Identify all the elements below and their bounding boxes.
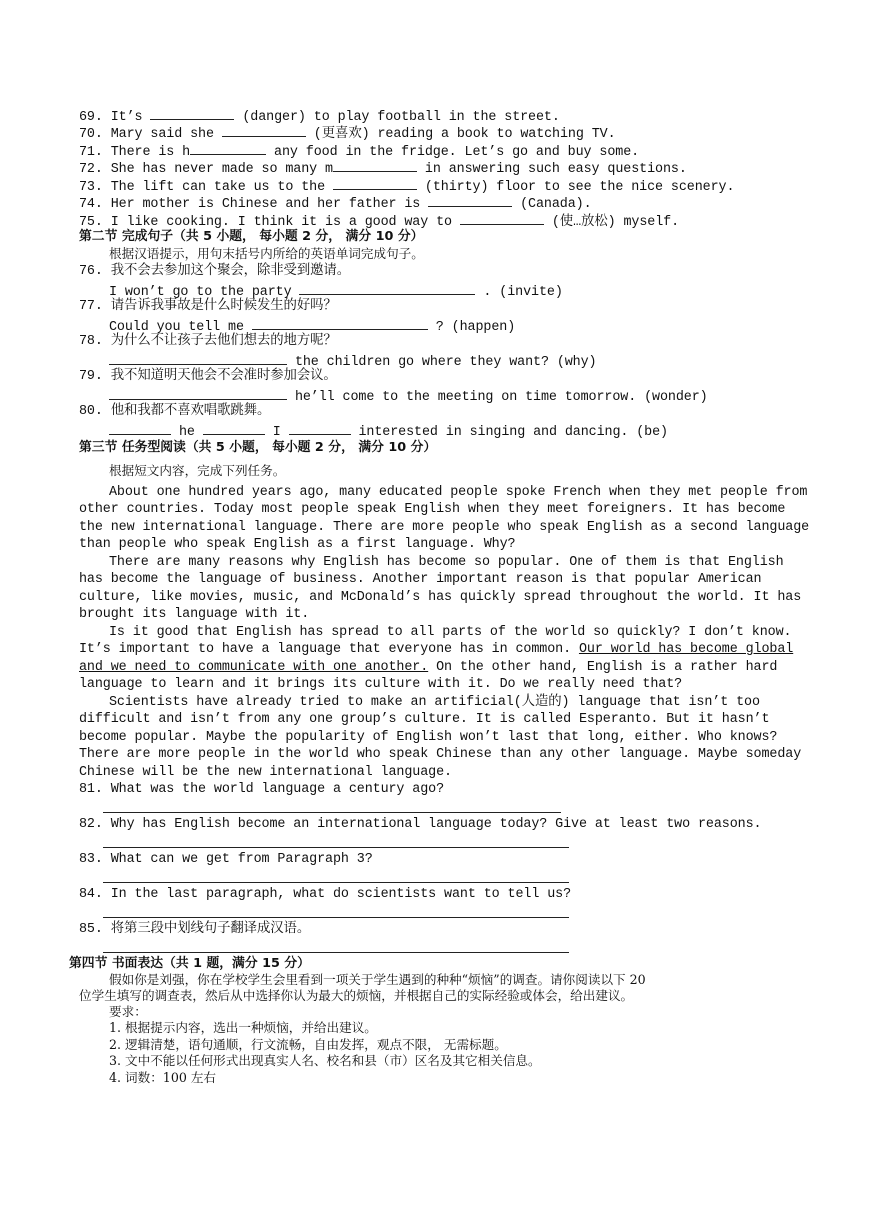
passage-line: brought its language with it.	[79, 607, 310, 622]
passage-line: become popular. Maybe the popularity of English won’t last that long, either. Who knows?	[79, 730, 778, 745]
passage-line: It’s important to have a language that everyone has in common. Our world has become global	[79, 642, 794, 657]
section-4-title: 第四节 书面表达（共 1 题，满分 15 分）	[69, 956, 310, 971]
question-74: 74. Her mother is Chinese and her father is (Canada).	[79, 193, 592, 213]
answer-blank[interactable]	[460, 211, 544, 225]
question-76-answer: I won’t go to the party . (invite)	[109, 281, 563, 301]
answer-blank[interactable]	[203, 421, 265, 435]
underlined-sentence: Our world has become global	[578, 642, 794, 657]
question-76-prompt: 76. 我不会去参加这个聚会，除非受到邀请。	[79, 264, 350, 279]
answer-blank[interactable]	[333, 158, 417, 172]
question-83: 83. What can we get from Paragraph 3?	[79, 852, 373, 867]
answer-line[interactable]	[103, 847, 569, 848]
passage-line: has become the language of business. Another important reason is that popular American	[79, 572, 762, 587]
requirement-item: 1. 根据提示内容，选出一种烦恼，并给出建议。	[109, 1020, 377, 1035]
answer-line[interactable]	[103, 882, 569, 883]
question-79-answer: he’ll come to the meeting on time tomorrow. (wonder)	[109, 386, 708, 406]
writing-intro: 位学生填写的调查表，然后从中选择你认为最大的烦恼，并根据自己的实际经验或体会，给出建议。	[79, 988, 634, 1003]
passage-line: difficult and isn’t from any one group’s culture. It is called Esperanto. But it hasn’t	[79, 712, 770, 727]
answer-blank[interactable]	[190, 141, 266, 155]
question-69: 69. It’s (danger) to play football in the street.	[79, 106, 560, 126]
passage-line: and we need to communicate with one another. On the other hand, English is a rather hard	[79, 660, 778, 675]
answer-line[interactable]	[103, 812, 561, 813]
question-80-prompt: 80. 他和我都不喜欢唱歌跳舞。	[79, 404, 271, 419]
section-2-title: 第二节 完成句子（共 5 小题， 每小题 2 分， 满分 10 分）	[79, 229, 424, 244]
question-84: 84. In the last paragraph, what do scientists want to tell us?	[79, 887, 572, 902]
answer-blank[interactable]	[150, 106, 234, 120]
passage-line: Is it good that English has spread to all parts of the world so quickly? I don’t know.	[109, 625, 792, 640]
answer-line[interactable]	[103, 917, 569, 918]
question-75: 75. I like cooking. I think it is a good way to (使…放松) myself.	[79, 211, 679, 231]
passage-line: than people who speak English as a first language. Why?	[79, 537, 516, 552]
question-81: 81. What was the world language a century ago?	[79, 782, 445, 797]
answer-blank[interactable]	[252, 316, 428, 330]
passage-line: About one hundred years ago, many educated people spoke French when they met people from	[109, 485, 808, 500]
question-77-prompt: 77. 请告诉我事故是什么时候发生的好吗？	[79, 299, 337, 314]
question-78-answer: the children go where they want? (why)	[109, 351, 597, 371]
question-73: 73. The lift can take us to the (thirty) floor to see the nice scenery.	[79, 176, 734, 196]
passage-line: the new international language. There are more people who speak English as a second language	[79, 520, 810, 535]
question-70: 70. Mary said she (更喜欢) reading a book to watching TV.	[79, 123, 616, 143]
question-71: 71. There is h any food in the fridge. Let’s go and buy some.	[79, 141, 639, 161]
answer-blank[interactable]	[222, 123, 306, 137]
passage-line: Scientists have already tried to make an artificial(人造的) language that isn’t too	[109, 695, 760, 710]
passage-line: culture, like movies, music, and McDonald’s has quickly spread throughout the world. It has	[79, 590, 802, 605]
question-72: 72. She has never made so many m in answering such easy questions.	[79, 158, 687, 178]
question-77-answer: Could you tell me ? (happen)	[109, 316, 515, 336]
question-78-prompt: 78. 为什么不让孩子去他们想去的地方呢？	[79, 334, 337, 349]
requirement-item: 2. 逻辑清楚，语句通顺，行文流畅，自由发挥，观点不限， 无需标题。	[109, 1037, 507, 1052]
section-3-instruction: 根据短文内容，完成下列任务。	[109, 463, 286, 478]
writing-intro: 假如你是刘强，你在学校学生会里看到一项关于学生遇到的种种“烦恼”的调查。请你阅读以下 20	[109, 972, 646, 987]
section-3-title: 第三节 任务型阅读（共 5 小题， 每小题 2 分， 满分 10 分）	[79, 440, 437, 455]
answer-blank[interactable]	[109, 386, 287, 400]
passage-line: language to learn and it brings its culture with it. Do we really need that?	[79, 677, 683, 692]
answer-blank[interactable]	[333, 176, 417, 190]
question-80-answer: he I interested in singing and dancing. (be)	[109, 421, 668, 441]
passage-line: There are more people in the world who speak Chinese than any other language. Maybe someday	[79, 747, 802, 762]
question-85: 85. 将第三段中划线句子翻译成汉语。	[79, 922, 311, 937]
requirement-item: 3. 文中不能以任何形式出现真实人名、校名和县（市）区名及其它相关信息。	[109, 1053, 541, 1068]
underlined-sentence: and we need to communicate with one another.	[79, 660, 429, 675]
passage-line: other countries. Today most people speak English when they meet foreigners. It has become	[79, 502, 786, 517]
requirement-item: 4. 词数：100 左右	[109, 1070, 217, 1085]
answer-blank[interactable]	[109, 351, 287, 365]
answer-line[interactable]	[103, 952, 569, 953]
answer-blank[interactable]	[299, 281, 475, 295]
answer-blank[interactable]	[109, 421, 171, 435]
answer-blank[interactable]	[428, 193, 512, 207]
passage-line: There are many reasons why English has become so popular. One of them is that English	[109, 555, 784, 570]
question-79-prompt: 79. 我不知道明天他会不会准时参加会议。	[79, 369, 337, 384]
passage-line: Chinese will be the new international language.	[79, 765, 452, 780]
answer-blank[interactable]	[289, 421, 351, 435]
question-82: 82. Why has English become an international language today? Give at least two reasons.	[79, 817, 762, 832]
requirements-label: 要求：	[109, 1004, 147, 1019]
section-2-instruction: 根据汉语提示，用句末括号内所给的英语单词完成句子。	[109, 246, 424, 261]
